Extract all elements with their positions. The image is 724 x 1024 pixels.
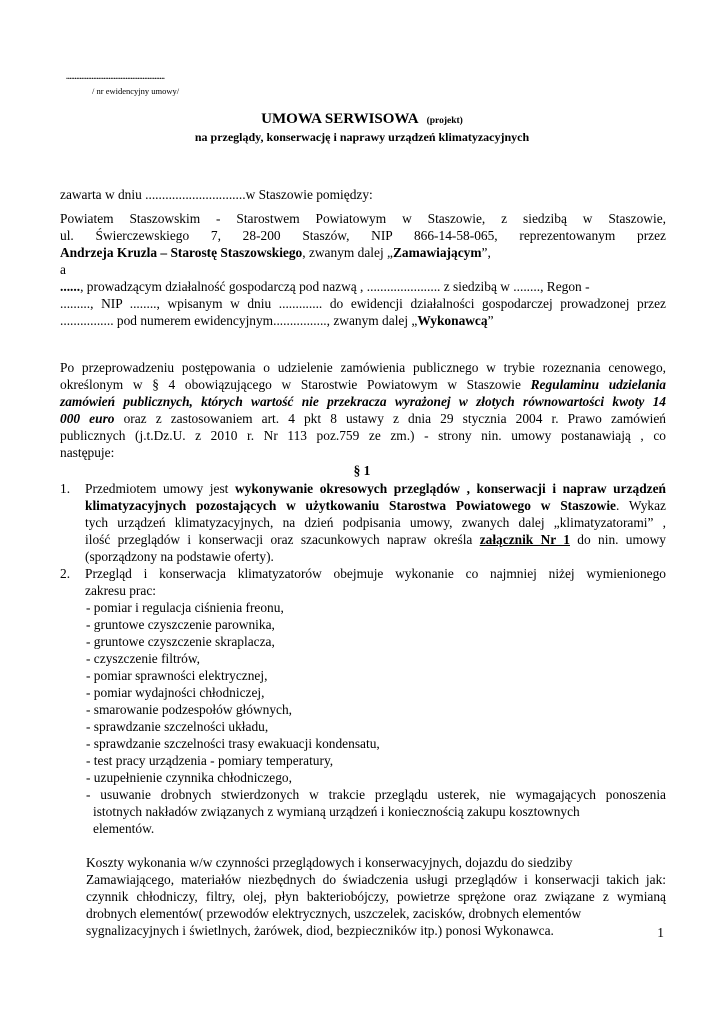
task-list-item: - czyszczenie filtrów, [86, 651, 201, 666]
party2-role: Wykonawcą [417, 313, 488, 328]
item1-line4-end: do nin. umowy [569, 532, 666, 547]
title-text: UMOWA SERWISOWA [261, 111, 419, 127]
task-list-item: - smarowanie podzespołów głównych, [86, 702, 293, 717]
party1-line2: ul. Świerczewskiego 7, 28-200 Staszów, NIP 866-14-58-065, reprezentowanym przez [60, 228, 666, 243]
party2-line2: ........., NIP ........, wpisanym w dniu ............. do ewidencji działalności gospodarczej prowadzonej przez [60, 296, 666, 311]
preamble-line2-text: określonym w § 4 obowiązującego w Starostwie Powiatowym w Staszowie [60, 377, 531, 392]
item1-line3: tych urządzeń klimatyzacyjnych, na dzień podpisania umowy, zwanych dalej „klimatyzatorami” , [85, 515, 666, 530]
preamble-line4 [60, 411, 666, 427]
regulation-title-part1: Regulaminu udzielania [530, 377, 666, 392]
contract-intro: zawarta w dniu ..............................w Staszowie pomiędzy: [60, 187, 373, 202]
document-subtitle: na przeglądy, konserwację i naprawy urządzeń klimatyzacyjnych [194, 130, 530, 144]
document-title [0, 111, 724, 128]
costs-line5: sygnalizacyjnych i świetlnych, żarówek, diod, bezpieczników itp.) ponosi Wykonawca. [86, 923, 554, 938]
item2-line1: Przegląd i konserwacja klimatyzatorów obejmuje wykonanie co najmniej niżej wymienionego [85, 566, 666, 581]
item1-line1-text: Przedmiotem umowy jest [85, 481, 235, 496]
preamble-line4-text: oraz z zastosowaniem art. 4 pkt 8 ustawy z dnia 29 stycznia 2004 r. Prawo zamówień [114, 411, 666, 426]
party1-end: ”, [481, 245, 491, 260]
attachment-1-reference: załącznik Nr 1 [479, 532, 570, 547]
preamble-line6: następuje: [60, 445, 115, 460]
item1-line4 [85, 532, 666, 548]
item1-number: 1. [60, 481, 71, 496]
task-list-item: - uzupełnienie czynnika chłodniczego, [86, 770, 292, 785]
party1-line3 [60, 245, 666, 261]
page-number: 1 [657, 925, 664, 940]
party2-line1-text: , prowadzącym działalność gospodarczą pod nazwą , ...................... z siedzibą w ........, Regon - [80, 279, 590, 294]
party2-end: ” [487, 313, 494, 328]
item1-line5: (sporządzony na podstawie oferty). [85, 549, 274, 564]
costs-line2: Zamawiającego, materiałów niezbędnych do świadczenia usługi przeglądów i konserwacji takich jak: [86, 872, 666, 887]
item1-line1 [85, 481, 666, 497]
task-list-item: - pomiar i regulacja ciśnienia freonu, [86, 600, 284, 615]
item1-subject: wykonywanie okresowych przeglądów , konserwacji i napraw urządzeń [235, 481, 666, 496]
task-list-item: - test pracy urządzenia - pomiary temperatury, [86, 753, 334, 768]
task-list-item: - gruntowe czyszczenie skraplacza, [86, 634, 275, 649]
party2-line3-text: ................ pod numerem ewidencyjnym................, zwanym dalej „ [60, 313, 418, 328]
party1-representative: Andrzeja Kruzla – Starostę Staszowskiego [60, 245, 303, 260]
task-list-item: - sprawdzanie szczelności trasy ewakuacji kondensatu, [86, 736, 380, 751]
party2-name-dots: ...... [60, 279, 81, 294]
task-list-item: - pomiar sprawności elektrycznej, [86, 668, 268, 683]
task-last-line3: elementów. [93, 821, 155, 836]
section-1-heading: § 1 [353, 463, 371, 478]
party1-mid: , zwanym dalej „ [302, 245, 393, 260]
preamble-line5: publicznych (j.t.Dz.U. z 2010 r. Nr 113 poz.759 ze zm.) - strony nin. umowy postanawiają , co [60, 428, 666, 443]
party1-role: Zamawiającym [392, 245, 482, 260]
registry-number-dots: .......................................................... [66, 72, 165, 81]
costs-line3: czynnik chłodniczy, filtry, olej, płyn bakteriobójczy, powietrze sprężone oraz związane z wymianą [86, 889, 666, 904]
item1-line2-end: . Wykaz [615, 498, 666, 513]
item2-number: 2. [60, 566, 71, 581]
party2-line1 [60, 279, 666, 295]
task-list-item: - gruntowe czyszczenie parownika, [86, 617, 275, 632]
party2-line3 [60, 313, 666, 329]
costs-line4: drobnych elementów( przewodów elektrycznych, uszczelek, zacisków, drobnych elementów [86, 906, 582, 921]
task-list-item: - pomiar wydajności chłodniczej, [86, 685, 265, 700]
conjunction-and: a [60, 262, 66, 277]
registry-number-label: / nr ewidencyjny umowy/ [92, 86, 180, 96]
regulation-title-part3: 000 euro [60, 411, 115, 426]
title-note: (projekt) [426, 116, 463, 126]
preamble-line3: zamówień publicznych, których wartość nie przekracza wyrażonej w złotych równowartości kwoty 14 [60, 394, 666, 409]
task-last-line2: istotnych nakładów związanych z wymianą urządzeń i koniecznością zakupu kosztownych [93, 804, 580, 819]
party1-line1: Powiatem Staszowskim - Starostwem Powiatowym w Staszowie, z siedzibą w Staszowie, [60, 211, 666, 226]
item1-line4-text: ilość przeglądów i konserwacji oraz szacunkowych napraw określa [85, 532, 480, 547]
costs-line1: Koszty wykonania w/w czynności przeglądowych i konserwacyjnych, dojazdu do siedziby [86, 855, 573, 870]
item2-line2: zakresu prac: [85, 583, 157, 598]
item1-line2 [85, 498, 666, 514]
item1-subject-cont: klimatyzacyjnych pozostających w użytkowaniu Starostwa Powiatowego w Staszowie [85, 498, 616, 513]
preamble-line2 [60, 377, 666, 393]
task-list-item: - sprawdzanie szczelności układu, [86, 719, 269, 734]
task-last-line1: - usuwanie drobnych stwierdzonych w trakcie przeglądu usterek, nie wymagających ponoszenia [86, 787, 666, 802]
preamble-line1: Po przeprowadzeniu postępowania o udzielenie zamówienia publicznego w trybie rozeznania cenowego, [60, 360, 666, 375]
